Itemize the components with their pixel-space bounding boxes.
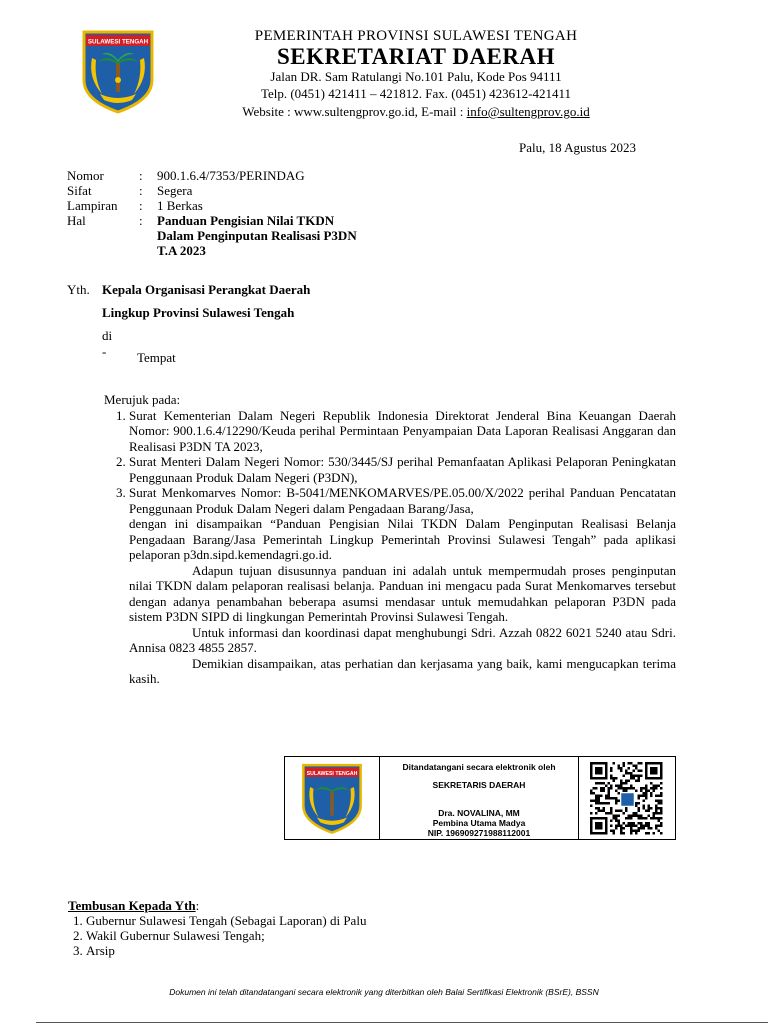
meta-value: Segera	[157, 183, 193, 198]
qr-code-cell	[579, 757, 675, 839]
body-paragraph: Untuk informasi dan koordinasi dapat menghubungi Sdri. Azzah 0822 6021 5240 atau Sdri. Annisa 0823 4855 2857.	[129, 624, 676, 655]
page-bottom-divider	[36, 1022, 768, 1023]
addressee-place: Tempat	[137, 350, 176, 365]
meta-colon: :	[139, 168, 143, 183]
addressee-salutation: Yth.	[67, 282, 90, 297]
meta-value: 900.1.6.4/7353/PERINDAG	[157, 168, 305, 183]
government-name: PEMERINTAH PROVINSI SULAWESI TENGAH	[254, 28, 578, 44]
carbon-copy	[64, 898, 366, 958]
website-text: Website : www.sultengprov.go.id, E-mail :	[242, 104, 467, 119]
email-link[interactable]: info@sultengprov.go.id	[466, 104, 590, 119]
reference-item: 2. Surat Menteri Dalam Negeri Nomor: 530/3445/SJ perihal Pemanfaatan Aplikasi Pelaporan Peningkatan Penggunaan Produk Dalam Negeri (P3DN),	[129, 454, 676, 485]
meta-value	[157, 213, 357, 258]
signer-name: Dra. NOVALINA, MM	[438, 808, 520, 818]
meta-label: Nomor	[67, 168, 104, 183]
meta-lampiran	[67, 198, 357, 213]
emblem-banner-text: SULAWESI TENGAH	[306, 770, 358, 777]
reference-list	[104, 408, 676, 517]
subject-line: Dalam Penginputan Realisasi P3DN	[157, 228, 357, 243]
letter-date: Palu, 18 Agustus 2023	[518, 140, 636, 155]
meta-label: Sifat	[67, 183, 92, 198]
qr-code-icon	[584, 760, 670, 836]
letter-meta	[67, 168, 357, 258]
carbon-copy-title	[68, 898, 366, 913]
signer-position: SEKRETARIS DAERAH	[432, 780, 526, 790]
carbon-copy-heading: Tembusan Kepada Yth	[68, 898, 196, 913]
meta-value: 1 Berkas	[157, 198, 203, 213]
meta-colon: :	[139, 183, 143, 198]
signer-nip: NIP. 196909271988112001	[427, 828, 531, 838]
meta-colon: :	[139, 213, 143, 228]
province-emblem-icon	[300, 761, 364, 835]
subject-line: T.A 2023	[157, 243, 206, 258]
body-continuation: dengan ini disampaikan “Panduan Pengisian Nilai TKDN Dalam Penginputan Realisasi Belanja Pengadaan Barang/Jasa Pemerintah Lingkup Pemerintah Provinsi Sulawesi Tengah” pada aplikasi pelaporan p3dn.sipd.kemendagri.go.id.	[129, 516, 676, 562]
organization-name: SEKRETARIAT DAERAH	[276, 44, 556, 69]
bsre-footer-note: Dokumen ini telah ditandatangani secara elektronik yang diterbitkan oleh Balai Sertifikasi Elektronik (BSrE), BSSN	[169, 987, 599, 997]
meta-nomor	[67, 168, 357, 183]
body-paragraph: Adapun tujuan disusunnya panduan ini adalah untuk mempermudah proses penginputan nilai TKDN dalam pelaporan realisasi belanja. Panduan ini mengacu pada Surat Menkomarves tersebut dengan adanya penambahan beberapa asumsi mendasar untuk memudahkan pelaporan P3DN pada sistem P3DN SIPD di lingkungan Pemerintah Provinsi Sulawesi Tengah.	[129, 562, 676, 624]
meta-label: Lampiran	[67, 198, 118, 213]
meta-label: Hal	[67, 213, 86, 228]
signature-logo-cell	[285, 757, 380, 839]
carbon-copy-item: 2. Wakil Gubernur Sulawesi Tengah;	[86, 928, 366, 943]
emblem-banner-text: SULAWESI TENGAH	[87, 38, 149, 46]
signer-rank: Pembina Utama Madya	[432, 818, 526, 828]
addressee-line: Kepala Organisasi Perangkat Daerah	[102, 282, 311, 297]
carbon-copy-colon: :	[195, 898, 200, 913]
province-emblem-logo	[80, 28, 156, 114]
carbon-copy-list	[64, 913, 366, 958]
signature-text-cell	[380, 757, 579, 839]
meta-hal	[67, 213, 357, 258]
meta-colon: :	[139, 198, 143, 213]
office-phone: Telp. (0451) 421411 – 421812. Fax. (0451) 423612-421411	[260, 86, 572, 101]
electronic-signature-box	[284, 756, 676, 840]
subject-line: Panduan Pengisian Nilai TKDN	[157, 213, 335, 228]
body-paragraph: Demikian disampaikan, atas perhatian dan kerjasama yang baik, kami mengucapkan terima kasih.	[129, 655, 676, 686]
letter-body	[104, 392, 676, 687]
carbon-copy-item: 3. Arsip	[86, 943, 366, 958]
addressee-di: di -	[102, 328, 113, 359]
meta-sifat	[67, 183, 357, 198]
body-intro: Merujuk pada:	[104, 392, 181, 407]
office-website	[170, 104, 662, 120]
reference-item: 1. Surat Kementerian Dalam Negeri Republik Indonesia Direktorat Jenderal Bina Keuangan Daerah Nomor: 900.1.6.4/12290/Keuda perihal Permintaan Penyampaian Data Laporan Realisasi Anggaran dan Realisasi P3DN TA 2023,	[129, 408, 676, 455]
signed-note: Ditandatangani secara elektronik oleh	[402, 762, 556, 772]
reference-item: 3. Surat Menkomarves Nomor: B-5041/MENKOMARVES/PE.05.00/X/2022 perihal Panduan Pencatatan Penggunaan Produk Dalam Negeri dalam Pengadaan Barang/Jasa,	[129, 485, 676, 516]
addressee-line: Lingkup Provinsi Sulawesi Tengah	[102, 305, 295, 320]
office-address: Jalan DR. Sam Ratulangi No.101 Palu, Kode Pos 94111	[270, 69, 562, 84]
carbon-copy-item: 1. Gubernur Sulawesi Tengah (Sebagai Laporan) di Palu	[86, 913, 366, 928]
